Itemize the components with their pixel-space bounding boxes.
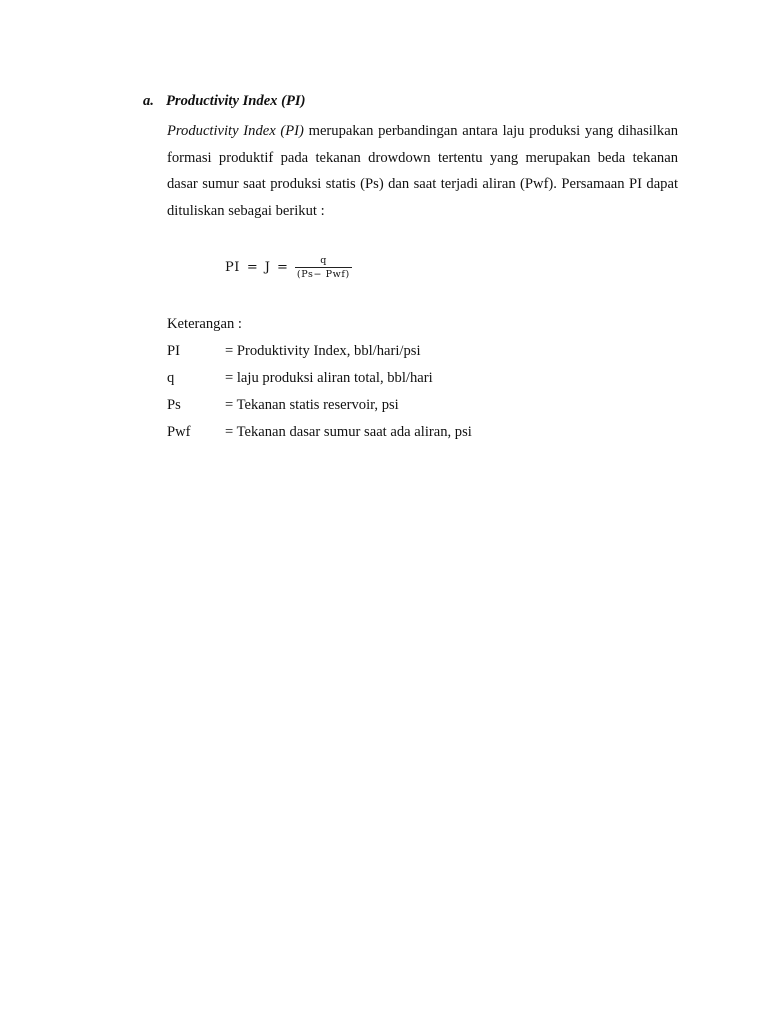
list-marker: a. [143,93,154,109]
section-heading [143,93,305,110]
formula-fraction [297,255,350,280]
paragraph-text: merupakan perbandingan antara laju produksi yang dihasilkan formasi produktif pada tekanan drowdown tertentu yang merupakan beda tekanan dasar sumur saat produksi statis (Ps) dan saat terjadi aliran (Pwf). Persamaan PI dapat dituliskan sebagai berikut : [167,123,678,219]
formula-equals-1: = [246,259,258,275]
formula-lhs: PI [225,259,240,275]
formula-j: J [264,259,271,275]
formula-numerator: q [295,255,352,268]
legend-description: = laju produksi aliran total, bbl/hari [225,370,433,386]
legend-description: = Tekanan statis reservoir, psi [225,397,399,413]
body-paragraph [167,118,678,224]
legend-description: = Tekanan dasar sumur saat ada aliran, psi [225,424,472,440]
legend-symbol: Pwf [167,424,191,440]
legend-description: = Produktivity Index, bbl/hari/psi [225,343,421,359]
formula-equals-2: = [277,259,288,275]
legend-row [167,343,421,360]
section-title: Productivity Index (PI) [166,93,306,109]
legend-row [167,370,433,387]
legend-row [167,424,472,441]
formula-denominator: (Ps− Pwf) [296,268,350,280]
legend-symbol: PI [167,343,180,359]
legend-symbol: Ps [167,397,181,413]
paragraph-term: Productivity Index (PI) [167,123,304,139]
legend-row [167,397,399,414]
legend-title: Keterangan : [167,316,242,332]
legend-symbol: q [167,370,175,386]
pi-formula [225,252,350,282]
